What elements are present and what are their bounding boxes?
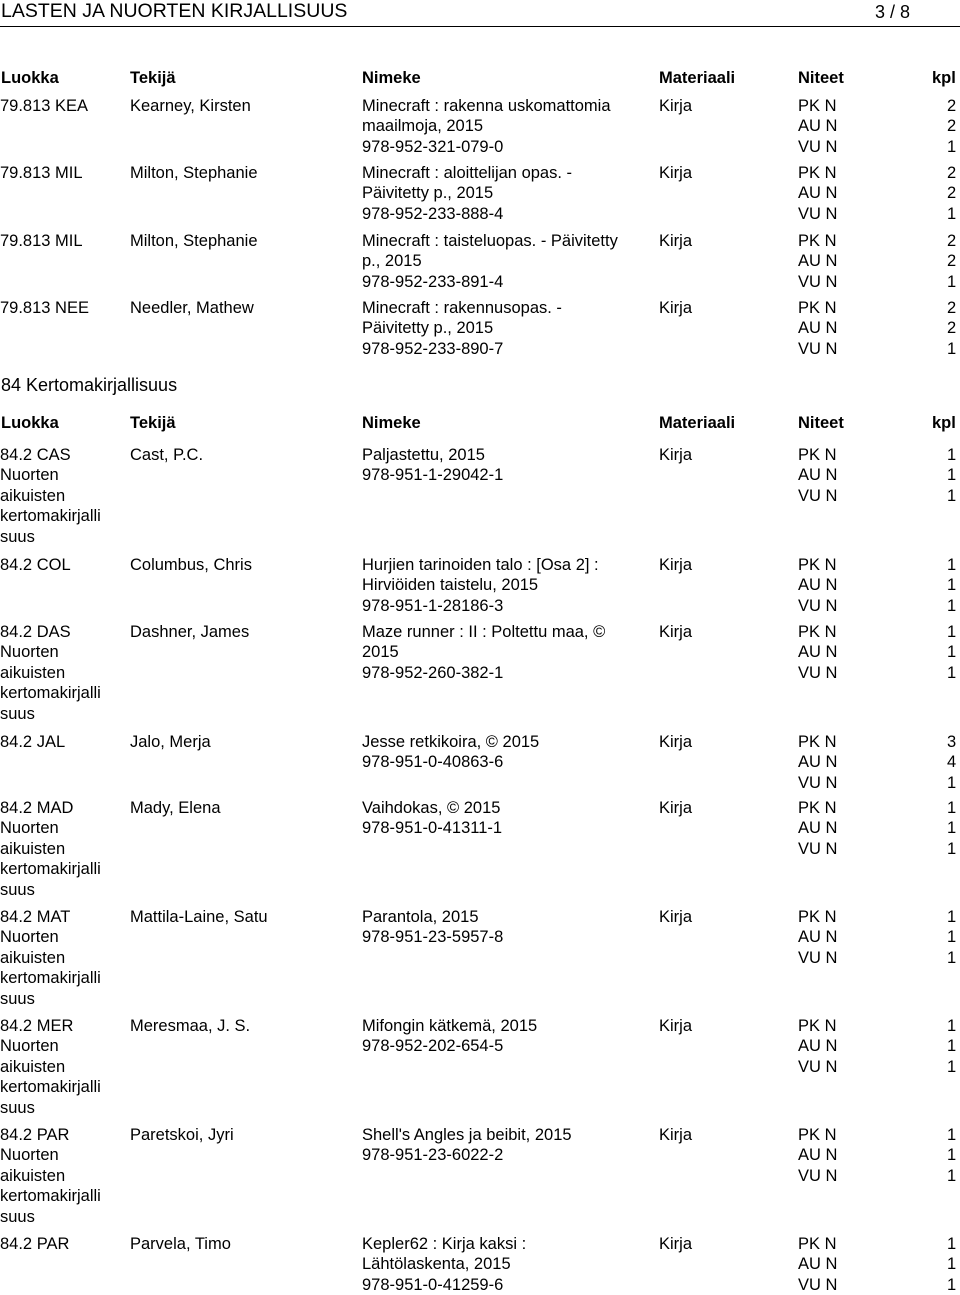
col-header-notes: Niteet — [798, 414, 844, 432]
col-header-author: Tekijä — [130, 414, 176, 432]
title-cell: Maze runner : II : Poltettu maa, © 2015 978-952-260-382-1 — [362, 623, 606, 682]
col-header-title: Nimeke — [362, 414, 421, 432]
col-header-material: Materiaali — [659, 69, 736, 87]
col-header-class: Luokka — [1, 69, 59, 87]
count-cell: 1 1 1 — [947, 1235, 957, 1294]
title-cell: Minecraft : aloittelijan opas. - Päivitetty p., 2015 978-952-233-888-4 — [362, 164, 573, 223]
title-cell: Mifongin kätkemä, 2015 978-952-202-654-5 — [362, 1017, 538, 1056]
author-cell: Mady, Elena — [130, 799, 221, 817]
class-cell: 84.2 COL — [0, 556, 71, 574]
notes-cell: PK N AU N VU N — [798, 799, 838, 858]
count-cell: 1 1 1 — [947, 623, 957, 682]
col-header-notes: Niteet — [798, 69, 844, 87]
count-cell: 1 1 1 — [947, 556, 957, 615]
col-header-title: Nimeke — [362, 69, 421, 87]
notes-cell: PK N AU N VU N — [798, 232, 838, 291]
col-header-class: Luokka — [1, 414, 59, 432]
author-cell: Needler, Mathew — [130, 299, 254, 317]
class-cell: 84.2 JAL — [0, 733, 66, 751]
material-cell: Kirja — [659, 733, 693, 751]
material-cell: Kirja — [659, 1126, 693, 1144]
count-cell: 1 1 1 — [947, 799, 957, 858]
title-cell: Jesse retkikoira, © 2015 978-951-0-40863-6 — [362, 733, 540, 772]
notes-cell: PK N AU N VU N — [798, 1017, 838, 1076]
notes-cell: PK N AU N VU N — [798, 446, 838, 505]
author-cell: Milton, Stephanie — [130, 232, 258, 250]
class-cell: 84.2 PAR — [0, 1235, 70, 1253]
count-cell: 2 2 1 — [947, 164, 957, 223]
count-cell: 1 1 1 — [947, 446, 957, 505]
title-cell: Parantola, 2015 978-951-23-5957-8 — [362, 908, 504, 947]
col-header-count: kpl — [932, 69, 956, 87]
document-title: LASTEN JA NUORTEN KIRJALLISUUS — [1, 0, 348, 22]
notes-cell: PK N AU N VU N — [798, 299, 838, 358]
table-header-1 — [0, 67, 960, 89]
class-cell: 79.813 MIL — [0, 164, 83, 182]
notes-cell: PK N AU N VU N — [798, 908, 838, 967]
author-cell: Columbus, Chris — [130, 556, 252, 574]
title-cell: Shell's Angles ja beibit, 2015 978-951-23-6022-2 — [362, 1126, 572, 1165]
page-number: 3 / 8 — [874, 2, 910, 22]
material-cell: Kirja — [659, 232, 693, 250]
material-cell: Kirja — [659, 1017, 693, 1035]
class-cell: 84.2 MER Nuorten aikuisten kertomakirjalli suus — [0, 1017, 101, 1117]
notes-cell: PK N AU N VU N — [798, 97, 838, 156]
class-cell: 84.2 MAD Nuorten aikuisten kertomakirjalli suus — [0, 799, 101, 899]
author-cell: Meresmaa, J. S. — [130, 1017, 251, 1035]
count-cell: 1 1 1 — [947, 1126, 957, 1185]
material-cell: Kirja — [659, 908, 693, 926]
material-cell: Kirja — [659, 164, 693, 182]
author-cell: Jalo, Merja — [130, 733, 211, 751]
material-cell: Kirja — [659, 623, 693, 641]
material-cell: Kirja — [659, 556, 693, 574]
material-cell: Kirja — [659, 799, 693, 817]
material-cell: Kirja — [659, 1235, 693, 1253]
class-cell: 79.813 MIL — [0, 232, 83, 250]
class-cell: 84.2 CAS Nuorten aikuisten kertomakirjalli suus — [0, 446, 101, 546]
notes-cell: PK N AU N VU N — [798, 164, 838, 223]
col-header-count: kpl — [932, 414, 956, 432]
class-cell: 84.2 MAT Nuorten aikuisten kertomakirjalli suus — [0, 908, 101, 1008]
author-cell: Dashner, James — [130, 623, 250, 641]
title-cell: Paljastettu, 2015 978-951-1-29042-1 — [362, 446, 504, 485]
count-cell: 3 4 1 — [947, 733, 957, 792]
count-cell: 2 2 1 — [947, 97, 957, 156]
notes-cell: PK N AU N VU N — [798, 556, 838, 615]
title-cell: Minecraft : taisteluopas. - Päivitetty p., 2015 978-952-233-891-4 — [362, 232, 618, 291]
table-header-2 — [0, 412, 960, 434]
class-cell: 79.813 NEE — [0, 299, 89, 317]
class-cell: 79.813 KEA — [0, 97, 89, 115]
title-cell: Vaihdokas, © 2015 978-951-0-41311-1 — [362, 799, 503, 838]
material-cell: Kirja — [659, 446, 693, 464]
col-header-material: Materiaali — [659, 414, 736, 432]
title-cell: Minecraft : rakenna uskomattomia maailmoja, 2015 978-952-321-079-0 — [362, 97, 611, 156]
count-cell: 2 2 1 — [947, 232, 957, 291]
section-title: 84 Kertomakirjallisuus — [1, 375, 178, 395]
notes-cell: PK N AU N VU N — [798, 1126, 838, 1185]
page-header — [0, 0, 960, 27]
author-cell: Paretskoi, Jyri — [130, 1126, 234, 1144]
author-cell: Mattila-Laine, Satu — [130, 908, 268, 926]
notes-cell: PK N AU N VU N — [798, 623, 838, 682]
notes-cell: PK N AU N VU N — [798, 1235, 838, 1294]
notes-cell: PK N AU N VU N — [798, 733, 838, 792]
title-cell: Minecraft : rakennusopas. - Päivitetty p., 2015 978-952-233-890-7 — [362, 299, 562, 358]
class-cell: 84.2 DAS Nuorten aikuisten kertomakirjalli suus — [0, 623, 101, 723]
author-cell: Milton, Stephanie — [130, 164, 258, 182]
class-cell: 84.2 PAR Nuorten aikuisten kertomakirjalli suus — [0, 1126, 101, 1226]
col-header-author: Tekijä — [130, 69, 176, 87]
title-cell: Hurjien tarinoiden talo : [Osa 2] : Hirviöiden taistelu, 2015 978-951-1-28186-3 — [362, 556, 599, 615]
author-cell: Cast, P.C. — [130, 446, 204, 464]
material-cell: Kirja — [659, 97, 693, 115]
count-cell: 1 1 1 — [947, 908, 957, 967]
author-cell: Kearney, Kirsten — [130, 97, 251, 115]
count-cell: 1 1 1 — [947, 1017, 957, 1076]
author-cell: Parvela, Timo — [130, 1235, 231, 1253]
count-cell: 2 2 1 — [947, 299, 957, 358]
title-cell: Kepler62 : Kirja kaksi : Lähtölaskenta, 2015 978-951-0-41259-6 — [362, 1235, 527, 1294]
material-cell: Kirja — [659, 299, 693, 317]
